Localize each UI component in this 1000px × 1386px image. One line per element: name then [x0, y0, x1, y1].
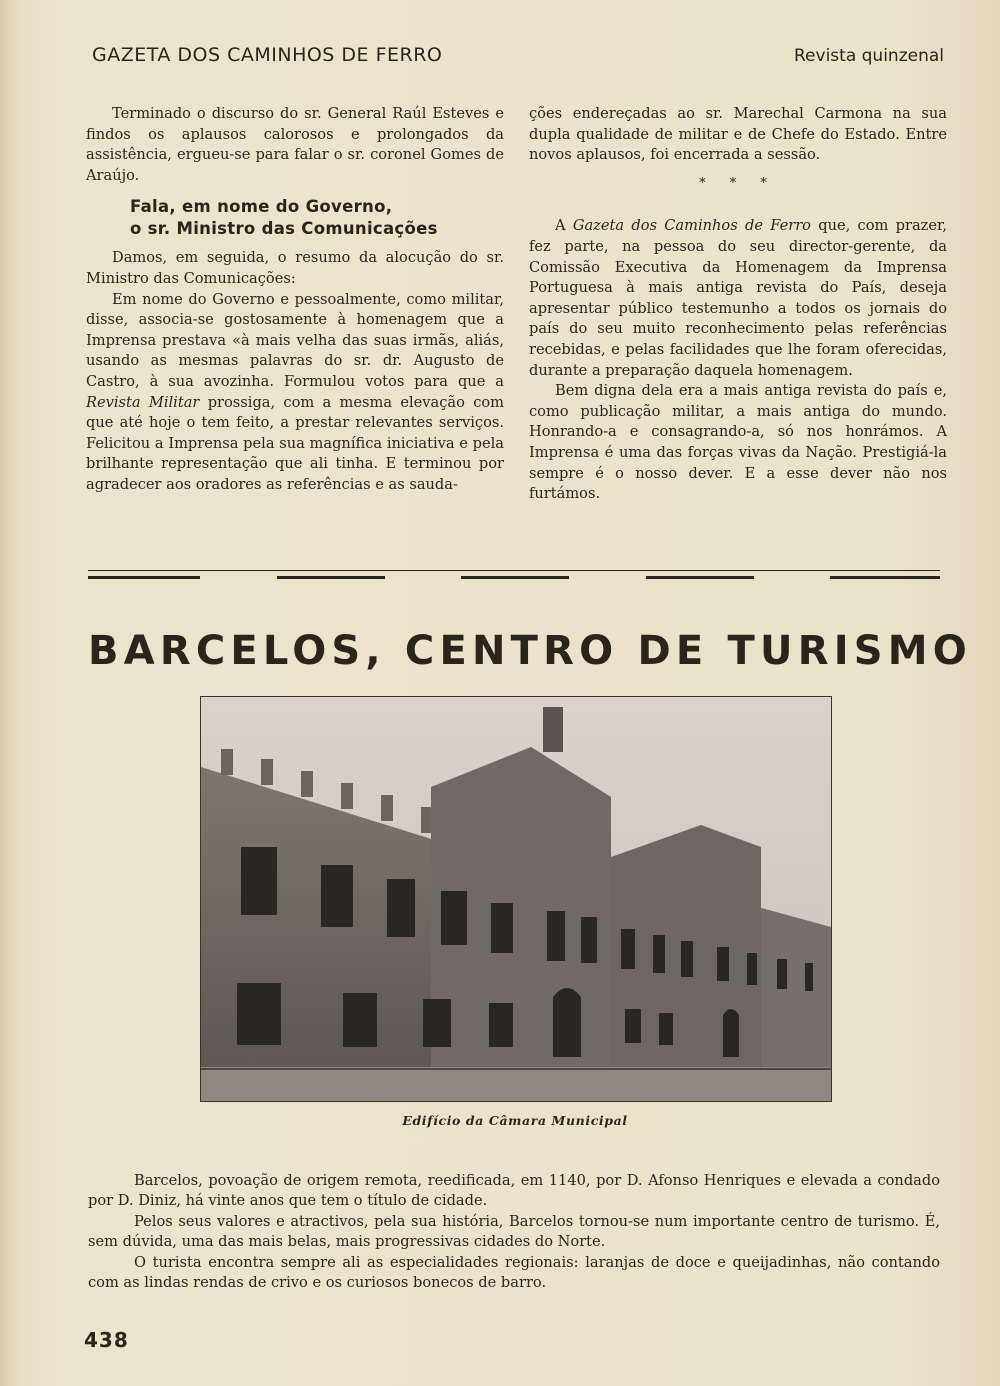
photo-caption: Edifício da Câmara Municipal [402, 1113, 628, 1128]
paragraph: Pelos seus valores e atractivos, pela sua história, Barcelos tornou-se num importante centro de turismo. É, sem dúvida, uma das mais belas, mais progressivas cidades do Norte. [88, 1212, 940, 1251]
italic-title: Gazeta dos Caminhos de Ferro [572, 217, 811, 235]
divider-bar [88, 576, 200, 579]
paragraph: Terminado o discurso do sr. General Raúl Esteves e findos os aplausos calorosos e prolongados da assistência, ergueu-se para falar o sr. coronel Gomes de Araújo. [86, 105, 504, 184]
subheading-line: Fala, em nome do Governo, [130, 197, 393, 217]
divider-line [88, 570, 940, 571]
town-hall-photo [200, 696, 832, 1102]
paragraph [86, 290, 504, 496]
town-hall-illustration [201, 697, 831, 1101]
text-run: Em nome do Governo e pessoalmente, como militar, disse, associa-se gostosamente à homenagem que a Imprensa prestava «à mais velha das suas irmãs, aliás, usando as mesmas palavras do sr. dr. Augusto de Castro, à sua avozinha. Formulou votos para que a [86, 290, 504, 390]
divider-bar [646, 576, 754, 579]
divider-bar [277, 576, 385, 579]
section-divider [88, 570, 940, 579]
paragraph: ções endereçadas ao sr. Marechal Carmona na sua dupla qualidade de militar e de Chefe do Estado. Entre novos aplausos, foi encerrada a sessão. [529, 105, 947, 164]
divider-bar [830, 576, 940, 579]
subheading-line: o sr. Ministro das Comunicações [130, 219, 438, 239]
divider-bar [461, 576, 569, 579]
paragraph [529, 216, 947, 381]
divider-bars [88, 576, 940, 579]
text-run: que, com prazer, fez parte, na pessoa do seu director-gerente, da Comissão Executiva da Homenagem da Imprensa Portuguesa à mais antiga revista do País, deseja apresentar público testemunho a todos os jornais do país do seu muito reconhecimento pelas referências recebidas, e pelas facilidades que lhe foram oferecidas, durante a preparação daquela homenagem. [529, 217, 947, 379]
paragraph: Bem digna dela era a mais antiga revista do país e, como publicação militar, a mais antiga do mundo. Honrando-a e consagrando-a, só nos honrámos. A Imprensa é uma das forças vivas da Nação. Prestigiá-la sempre é o nosso dever. E a esse dever não nos furtámos. [529, 382, 947, 503]
publication-subtitle: Revista quinzenal [794, 46, 944, 66]
paragraph: Barcelos, povoação de origem remota, reedificada, em 1140, por D. Afonso Henriques e elevada a condado por D. Diniz, há vinte anos que tem o título de cidade. [88, 1172, 940, 1210]
right-column [529, 104, 947, 505]
publication-title: GAZETA DOS CAMINHOS DE FERRO [92, 44, 443, 66]
text-run: A [555, 217, 573, 235]
left-column [86, 104, 504, 496]
italic-title: Revista Militar [86, 393, 200, 411]
section-separator: * * * [699, 175, 777, 191]
page-number: 438 [84, 1328, 129, 1352]
article-body [88, 1171, 940, 1293]
section-subheading [130, 196, 504, 240]
text-run: prossiga, com a mesma elevação com que até hoje o tem feito, a prestar relevantes serviços. Felicitou a Imprensa pela sua magnífica iniciativa e pela brilhante representação que ali tinha. E terminou por agradecer aos oradores as referências e as sauda- [86, 393, 504, 493]
article-title: BARCELOS, CENTRO DE TURISMO [88, 628, 973, 674]
paragraph: Damos, em seguida, o resumo da alocução do sr. Ministro das Comunicações: [86, 249, 504, 287]
paragraph: O turista encontra sempre ali as especialidades regionais: laranjas de doce e queijadinhas, não contando com as lindas rendas de crivo e os curiosos bonecos de barro. [88, 1253, 940, 1292]
